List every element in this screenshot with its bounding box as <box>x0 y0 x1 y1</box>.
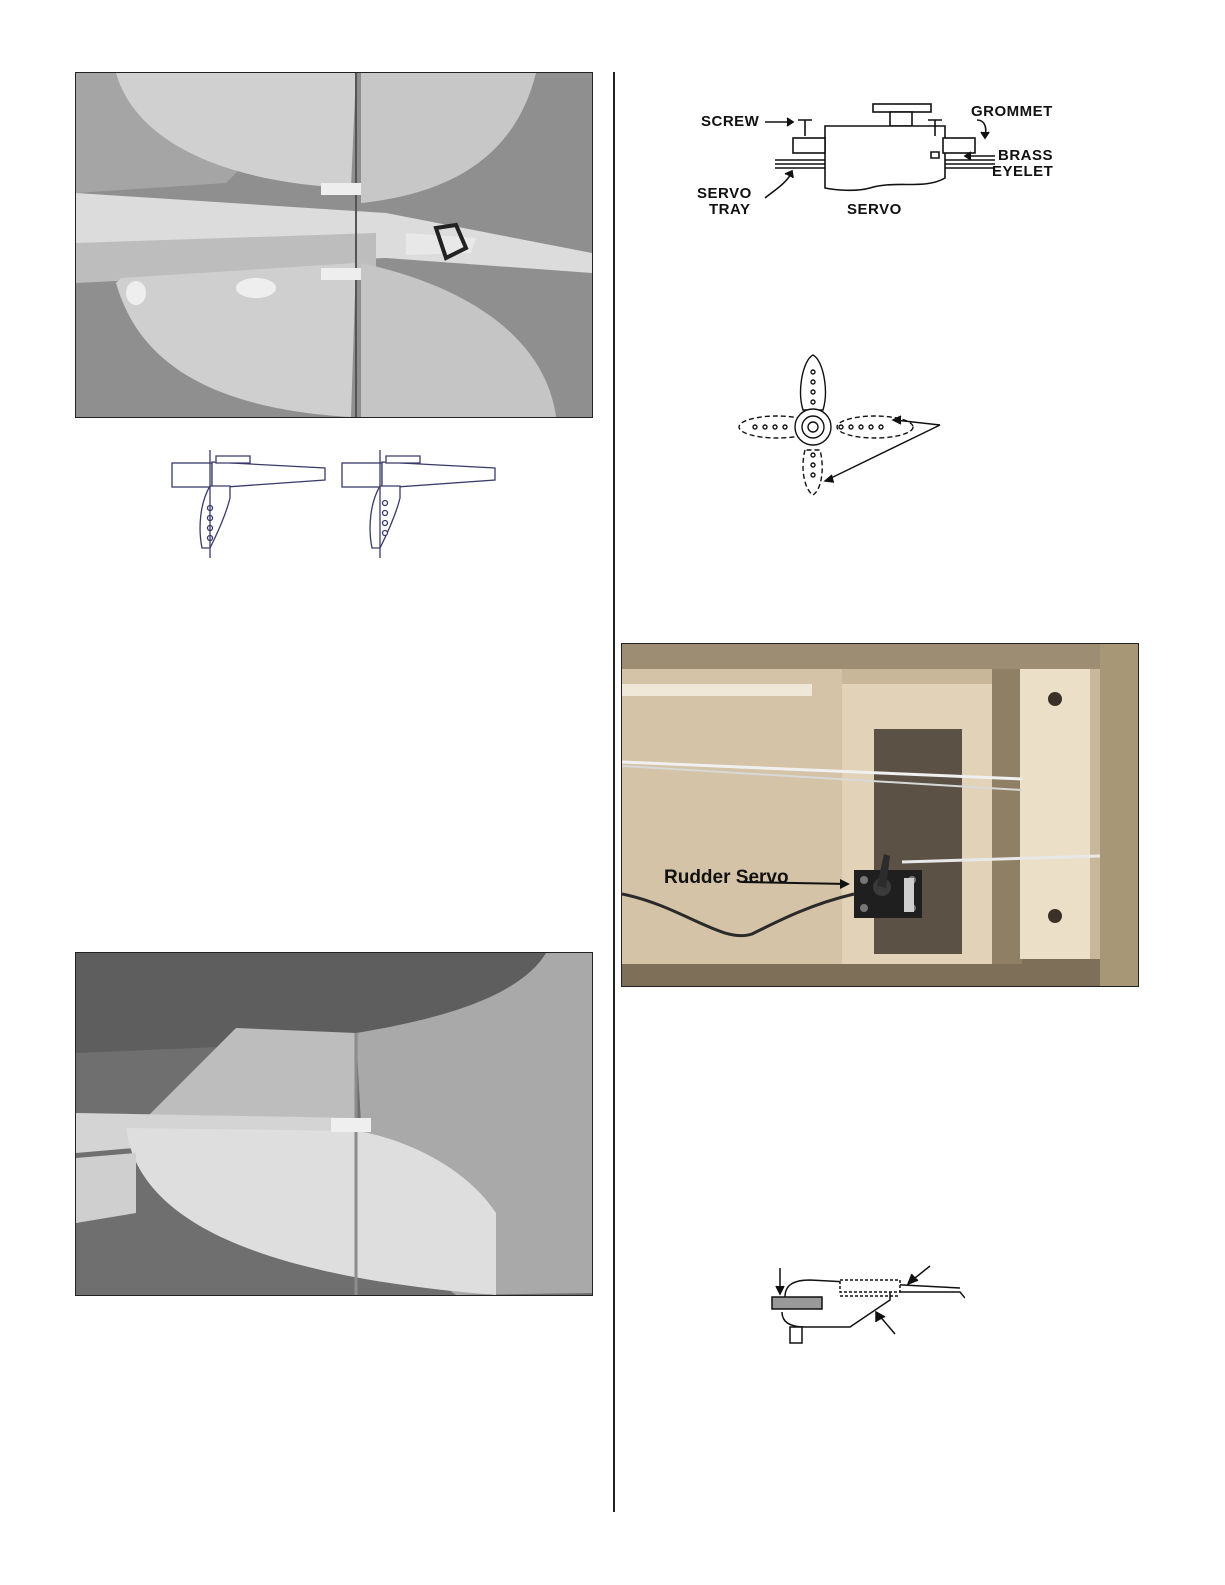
rudder-servo-photo <box>621 643 1139 987</box>
servo-mount-diagram <box>695 98 1065 228</box>
servo-label: SERVO <box>847 201 902 218</box>
servo-horn-icon <box>873 104 931 112</box>
screw-label: SCREW <box>701 113 760 130</box>
tail-hinge-photo <box>75 72 593 418</box>
brass-eyelet-label-1: BRASS <box>998 147 1054 164</box>
column-divider <box>613 72 615 1512</box>
control-horn-diagram <box>170 448 510 560</box>
rudder-stabilizer-photo <box>75 952 593 1296</box>
servo-arm-diagram <box>735 350 950 500</box>
servo-tray-label-1: SERVO <box>697 185 752 202</box>
rudder-servo-label: Rudder Servo <box>664 867 789 888</box>
brass-eyelet-label-2: EYELET <box>992 163 1054 180</box>
connector-detail-diagram <box>770 1262 965 1347</box>
grommet-label: GROMMET <box>971 103 1053 120</box>
servo-tray-label-2: TRAY <box>709 201 751 218</box>
